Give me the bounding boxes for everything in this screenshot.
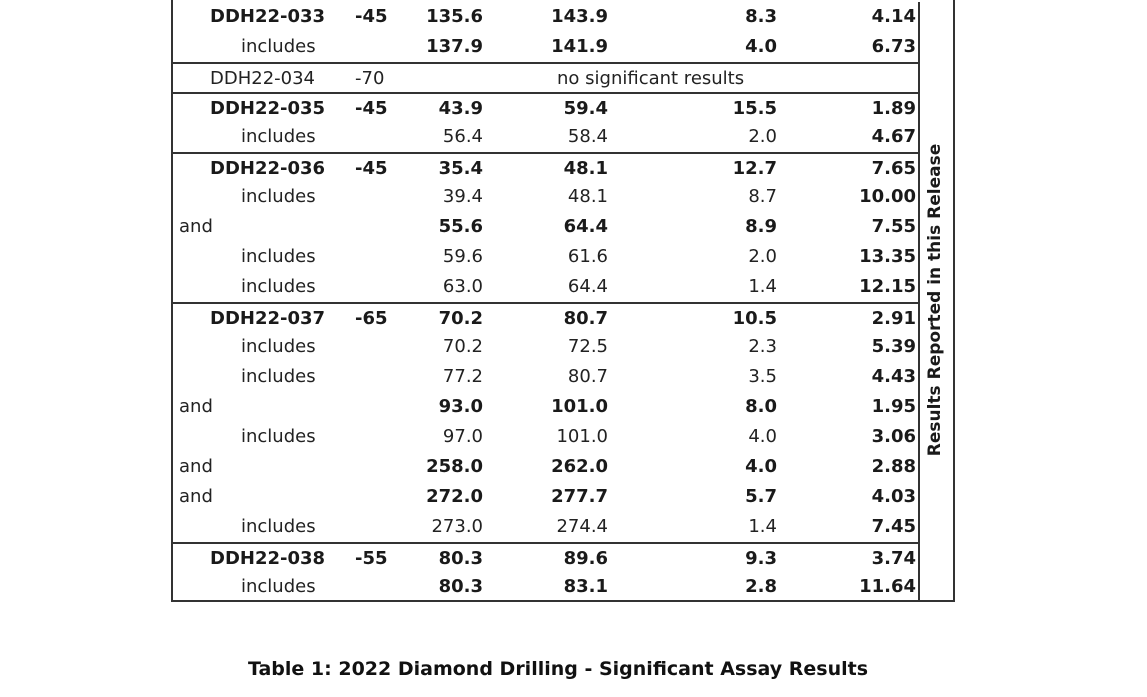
from-cell: 56.4	[442, 126, 483, 147]
grade-cell: 2.91	[871, 308, 916, 329]
dip-cell: -45	[355, 158, 388, 179]
grade-cell: 3.74	[871, 548, 916, 569]
table-row	[173, 182, 918, 212]
length-cell: 2.3	[748, 336, 777, 357]
length-cell: 10.5	[732, 308, 777, 329]
table-row	[173, 62, 918, 92]
to-cell: 143.9	[551, 6, 608, 27]
table-row	[173, 362, 918, 392]
hole-id-cell: DDH22-036	[210, 158, 326, 179]
from-cell: 80.3	[438, 548, 483, 569]
grade-cell: 4.67	[871, 126, 916, 147]
grade-cell: 4.03	[871, 486, 916, 507]
table-row	[173, 242, 918, 272]
grade-cell: 11.64	[859, 576, 916, 597]
to-cell: 48.1	[567, 186, 608, 207]
from-cell: 55.6	[438, 216, 483, 237]
table-row	[173, 512, 918, 542]
grade-cell: 4.43	[871, 366, 916, 387]
length-cell: 3.5	[748, 366, 777, 387]
from-cell: 137.9	[426, 36, 483, 57]
table-row	[173, 422, 918, 452]
grade-cell: 4.14	[871, 6, 916, 27]
to-cell: 48.1	[563, 158, 608, 179]
table-row	[173, 542, 918, 572]
interval-prefix-cell: and	[179, 396, 213, 417]
grade-cell: 10.00	[859, 186, 916, 207]
table-row	[173, 122, 918, 152]
assay-results-table	[171, 0, 955, 602]
to-cell: 80.7	[563, 308, 608, 329]
side-label-cell	[916, 0, 953, 600]
table-caption: Table 1: 2022 Diamond Drilling - Significant Assay Results	[247, 658, 869, 680]
to-cell: 59.4	[563, 98, 608, 119]
to-cell: 72.5	[567, 336, 608, 357]
interval-prefix-cell: includes	[241, 36, 316, 57]
hole-id-cell: DDH22-038	[210, 548, 326, 569]
from-cell: 43.9	[438, 98, 483, 119]
interval-prefix-cell: includes	[241, 576, 316, 597]
hole-id-cell: DDH22-033	[210, 6, 326, 27]
length-cell: 12.7	[732, 158, 777, 179]
from-cell: 258.0	[426, 456, 483, 477]
interval-prefix-cell: and	[179, 216, 213, 237]
interval-prefix-cell: includes	[241, 186, 316, 207]
to-cell: 58.4	[567, 126, 608, 147]
length-cell: 4.0	[745, 36, 777, 57]
from-cell: 39.4	[442, 186, 483, 207]
interval-prefix-cell: includes	[241, 366, 316, 387]
length-cell: 5.7	[745, 486, 777, 507]
table-row	[173, 2, 918, 32]
grade-cell: 7.45	[871, 516, 916, 537]
length-cell: 8.9	[745, 216, 777, 237]
from-cell: 63.0	[442, 276, 483, 297]
table-row	[173, 92, 918, 122]
hole-id-cell: DDH22-035	[210, 98, 326, 119]
interval-prefix-cell: and	[179, 456, 213, 477]
interval-prefix-cell: includes	[241, 276, 316, 297]
to-cell: 274.4	[556, 516, 608, 537]
interval-prefix-cell: includes	[241, 516, 316, 537]
length-cell: 2.0	[748, 246, 777, 267]
hole-id-cell: DDH22-034	[210, 68, 316, 89]
dip-cell: -65	[355, 308, 388, 329]
grade-cell: 1.89	[871, 98, 916, 119]
to-cell: 101.0	[556, 426, 608, 447]
grade-cell: 7.65	[871, 158, 916, 179]
length-cell: 1.4	[748, 276, 777, 297]
length-cell: 4.0	[745, 456, 777, 477]
grade-cell: 12.15	[859, 276, 916, 297]
dip-cell: -45	[355, 6, 388, 27]
to-cell: 64.4	[563, 216, 608, 237]
length-cell: 8.0	[745, 396, 777, 417]
table-row	[173, 212, 918, 242]
from-cell: 59.6	[442, 246, 483, 267]
grade-cell: 2.88	[871, 456, 916, 477]
table-body	[173, 2, 920, 602]
from-cell: 273.0	[431, 516, 483, 537]
grade-cell: 3.06	[871, 426, 916, 447]
from-cell: 272.0	[426, 486, 483, 507]
grade-cell: 5.39	[871, 336, 916, 357]
hole-id-cell: DDH22-037	[210, 308, 326, 329]
interval-prefix-cell: includes	[241, 126, 316, 147]
table-row	[173, 392, 918, 422]
no-results-cell: no significant results	[557, 68, 745, 89]
to-cell: 101.0	[551, 396, 608, 417]
to-cell: 89.6	[563, 548, 608, 569]
length-cell: 8.7	[748, 186, 777, 207]
length-cell: 1.4	[748, 516, 777, 537]
table-row	[173, 482, 918, 512]
length-cell: 15.5	[732, 98, 777, 119]
to-cell: 262.0	[551, 456, 608, 477]
from-cell: 70.2	[438, 308, 483, 329]
from-cell: 77.2	[442, 366, 483, 387]
length-cell: 2.0	[748, 126, 777, 147]
to-cell: 64.4	[567, 276, 608, 297]
grade-cell: 1.95	[871, 396, 916, 417]
dip-cell: -70	[355, 68, 385, 89]
interval-prefix-cell: includes	[241, 336, 316, 357]
length-cell: 2.8	[745, 576, 777, 597]
side-label-text: Results Reported in this Release	[924, 143, 945, 457]
from-cell: 35.4	[438, 158, 483, 179]
table-row	[173, 572, 918, 602]
grade-cell: 6.73	[871, 36, 916, 57]
table-row	[173, 332, 918, 362]
interval-prefix-cell: includes	[241, 426, 316, 447]
dip-cell: -45	[355, 98, 388, 119]
to-cell: 141.9	[551, 36, 608, 57]
table-row	[173, 152, 918, 182]
to-cell: 83.1	[563, 576, 608, 597]
dip-cell: -55	[355, 548, 388, 569]
interval-prefix-cell: includes	[241, 246, 316, 267]
from-cell: 80.3	[438, 576, 483, 597]
length-cell: 4.0	[748, 426, 777, 447]
to-cell: 277.7	[551, 486, 608, 507]
to-cell: 80.7	[567, 366, 608, 387]
from-cell: 97.0	[442, 426, 483, 447]
length-cell: 9.3	[745, 548, 777, 569]
table-row	[173, 302, 918, 332]
to-cell: 61.6	[567, 246, 608, 267]
from-cell: 70.2	[442, 336, 483, 357]
grade-cell: 7.55	[871, 216, 916, 237]
interval-prefix-cell: and	[179, 486, 213, 507]
grade-cell: 13.35	[859, 246, 916, 267]
table-row	[173, 452, 918, 482]
from-cell: 135.6	[426, 6, 483, 27]
from-cell: 93.0	[438, 396, 483, 417]
length-cell: 8.3	[745, 6, 777, 27]
table-row	[173, 32, 918, 62]
table-row	[173, 272, 918, 302]
